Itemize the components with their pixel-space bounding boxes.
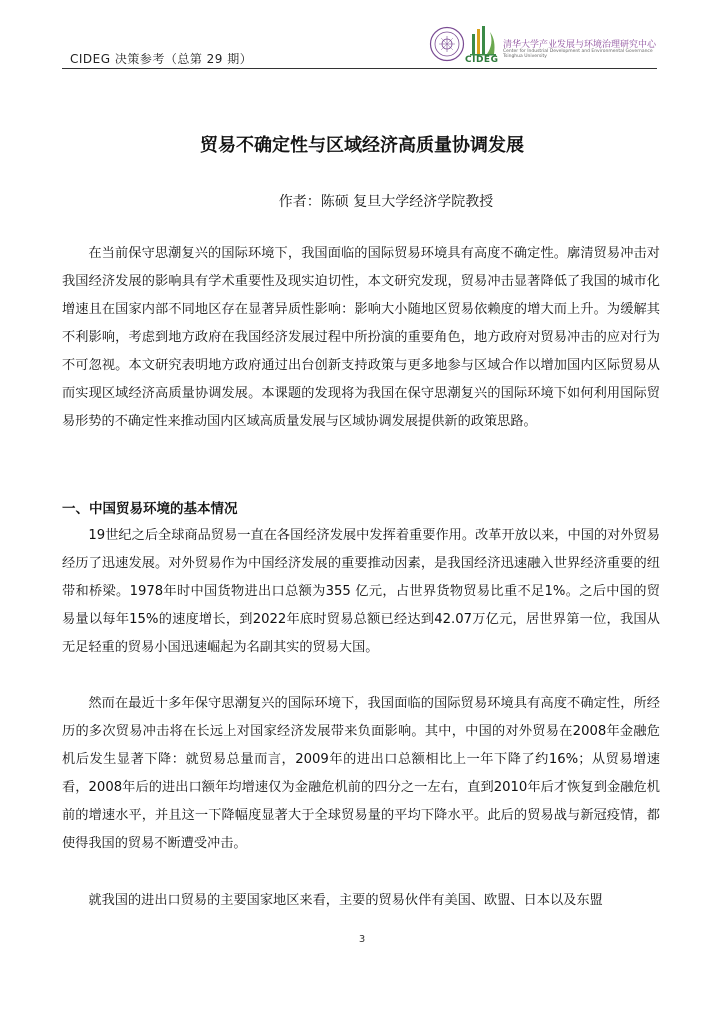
logo-english-line-1: Center for Industrial Development and Environmental Governance: [503, 49, 653, 54]
university-seal-icon: [429, 26, 465, 62]
logo-english-name: [503, 49, 663, 59]
article-title: 贸易不确定性与区域经济高质量协调发展: [200, 135, 524, 156]
body-paragraph: 就我国的进出口贸易的主要国家地区来看，主要的贸易伙伴有美国、欧盟、日本以及东盟: [88, 893, 603, 908]
logo-english-line-2: Tsinghua University: [503, 54, 547, 59]
header-divider: [62, 68, 657, 69]
logo-chinese-name: 清华大学产业发展与环境治理研究中心: [503, 40, 657, 50]
body-paragraph: 19世纪之后全球商品贸易一直在各国经济发展中发挥着重要作用。改革开放以来，中国的对外贸易经历了迅速发展。对外贸易作为中国经济发展的重要推动因素，是我国经济迅速融入世界经济重要的纽带和桥梁。1978年时中国货物进出口总额为355 亿元，占世界货物贸易比重不足1%。之后中国的贸易量以每年15%的速度增长，到2022年底时贸易总额已经达到42.07万亿元，居世界第一位，我国从无足轻重的贸易小国迅速崛起为名副其实的贸易大国。: [62, 528, 660, 655]
body-paragraph: 然而在最近十多年保守思潮复兴的国际环境下，我国面临的国际贸易环境具有高度不确定性，所经历的多次贸易冲击将在长远上对国家经济发展带来负面影响。其中，中国的对外贸易在2008年金融危机后发生显著下降：就贸易总量而言，2009年的进出口总额相比上一年下降了约16%；从贸易增速看，2008年后的进出口额年均增速仅为金融危机前的四分之一左右，直到2010年后才恢复到金融危机前的增速水平，并且这一下降幅度显著大于全球贸易量的平均下降水平。此后的贸易战与新冠疫情，都使得我国的贸易不断遭受冲击。: [62, 696, 660, 851]
journal-issue-label: CIDEG 决策参考（总第 29 期）: [70, 52, 253, 66]
article-author: 作者：陈硕 复旦大学经济学院教授: [278, 194, 494, 210]
section-heading: 一、中国贸易环境的基本情况: [62, 501, 238, 517]
logo-wordmark: CIDEG: [465, 55, 499, 65]
intro-paragraph: 在当前保守思潮复兴的国际环境下，我国面临的国际贸易环境具有高度不确定性。廓清贸易冲击对我国经济发展的影响具有学术重要性及现实迫切性，本文研究发现，贸易冲击显著降低了我国的城市化增速且在国家内部不同地区存在显著异质性影响：影响大小随地区贸易依赖度的增大而上升。为缓解其不利影响，考虑到地方政府在我国经济发展过程中所扮演的重要角色，地方政府对贸易冲击的应对行为不可忽视。本文研究表明地方政府通过出台创新支持政策与更多地参与区域合作以增加国内区际贸易从而实现区域经济高质量协调发展。本课题的发现将为我国在保守思潮复兴的国际环境下如何利用国际贸易形势的不确定性来推动国内区域高质量发展与区域协调发展提供新的政策思路。: [62, 246, 660, 429]
page-number: 3: [358, 934, 366, 945]
